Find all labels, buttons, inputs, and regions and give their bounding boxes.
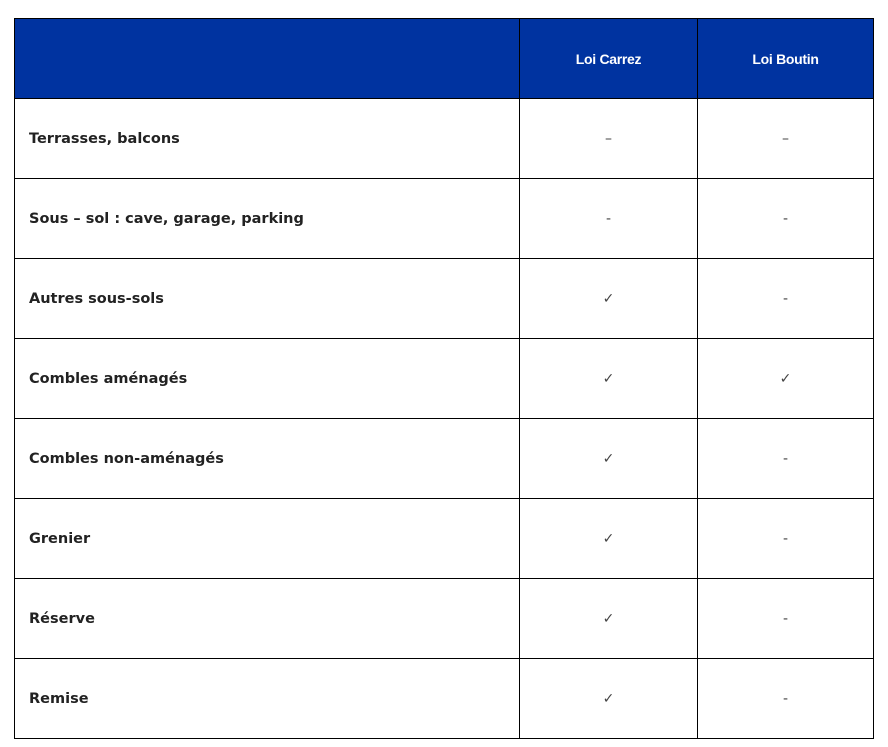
table-row	[15, 259, 874, 339]
boutin-mark: -	[782, 690, 789, 707]
table-row	[15, 339, 874, 419]
row-label: Sous – sol : cave, garage, parking	[15, 179, 520, 259]
row-label: Terrasses, balcons	[15, 99, 520, 179]
row-label: Réserve	[15, 579, 520, 659]
carrez-cell	[520, 499, 698, 579]
boutin-mark: -	[782, 450, 789, 467]
row-label: Combles aménagés	[15, 339, 520, 419]
boutin-mark: –	[782, 130, 789, 147]
carrez-cell	[520, 179, 698, 259]
row-label: Grenier	[15, 499, 520, 579]
carrez-mark: –	[605, 130, 612, 147]
boutin-cell	[698, 499, 874, 579]
table-row	[15, 499, 874, 579]
carrez-mark: -	[605, 210, 612, 227]
table-row	[15, 419, 874, 499]
carrez-cell	[520, 419, 698, 499]
header-loi-boutin: Loi Boutin	[698, 19, 874, 99]
table-row	[15, 579, 874, 659]
boutin-mark: -	[782, 290, 789, 307]
carrez-cell	[520, 659, 698, 739]
header-loi-carrez: Loi Carrez	[520, 19, 698, 99]
table-body	[15, 99, 874, 739]
carrez-mark: ✓	[602, 610, 615, 627]
carrez-cell	[520, 99, 698, 179]
header-corner-cell	[15, 19, 520, 99]
boutin-mark: -	[782, 530, 789, 547]
table-row	[15, 179, 874, 259]
boutin-mark: -	[782, 210, 789, 227]
boutin-cell	[698, 419, 874, 499]
boutin-cell	[698, 339, 874, 419]
boutin-cell	[698, 579, 874, 659]
boutin-cell	[698, 659, 874, 739]
table-row	[15, 659, 874, 739]
boutin-cell	[698, 259, 874, 339]
carrez-mark: ✓	[602, 530, 615, 547]
carrez-mark: ✓	[602, 290, 615, 307]
boutin-mark: ✓	[779, 370, 792, 387]
carrez-mark: ✓	[602, 370, 615, 387]
table-header	[15, 19, 874, 99]
carrez-mark: ✓	[602, 690, 615, 707]
comparison-table	[14, 18, 874, 739]
boutin-cell	[698, 179, 874, 259]
row-label: Combles non-aménagés	[15, 419, 520, 499]
row-label: Remise	[15, 659, 520, 739]
carrez-mark: ✓	[602, 450, 615, 467]
boutin-mark: -	[782, 610, 789, 627]
carrez-cell	[520, 579, 698, 659]
carrez-cell	[520, 339, 698, 419]
row-label: Autres sous-sols	[15, 259, 520, 339]
header-row	[15, 19, 874, 99]
carrez-cell	[520, 259, 698, 339]
boutin-cell	[698, 99, 874, 179]
table-row	[15, 99, 874, 179]
